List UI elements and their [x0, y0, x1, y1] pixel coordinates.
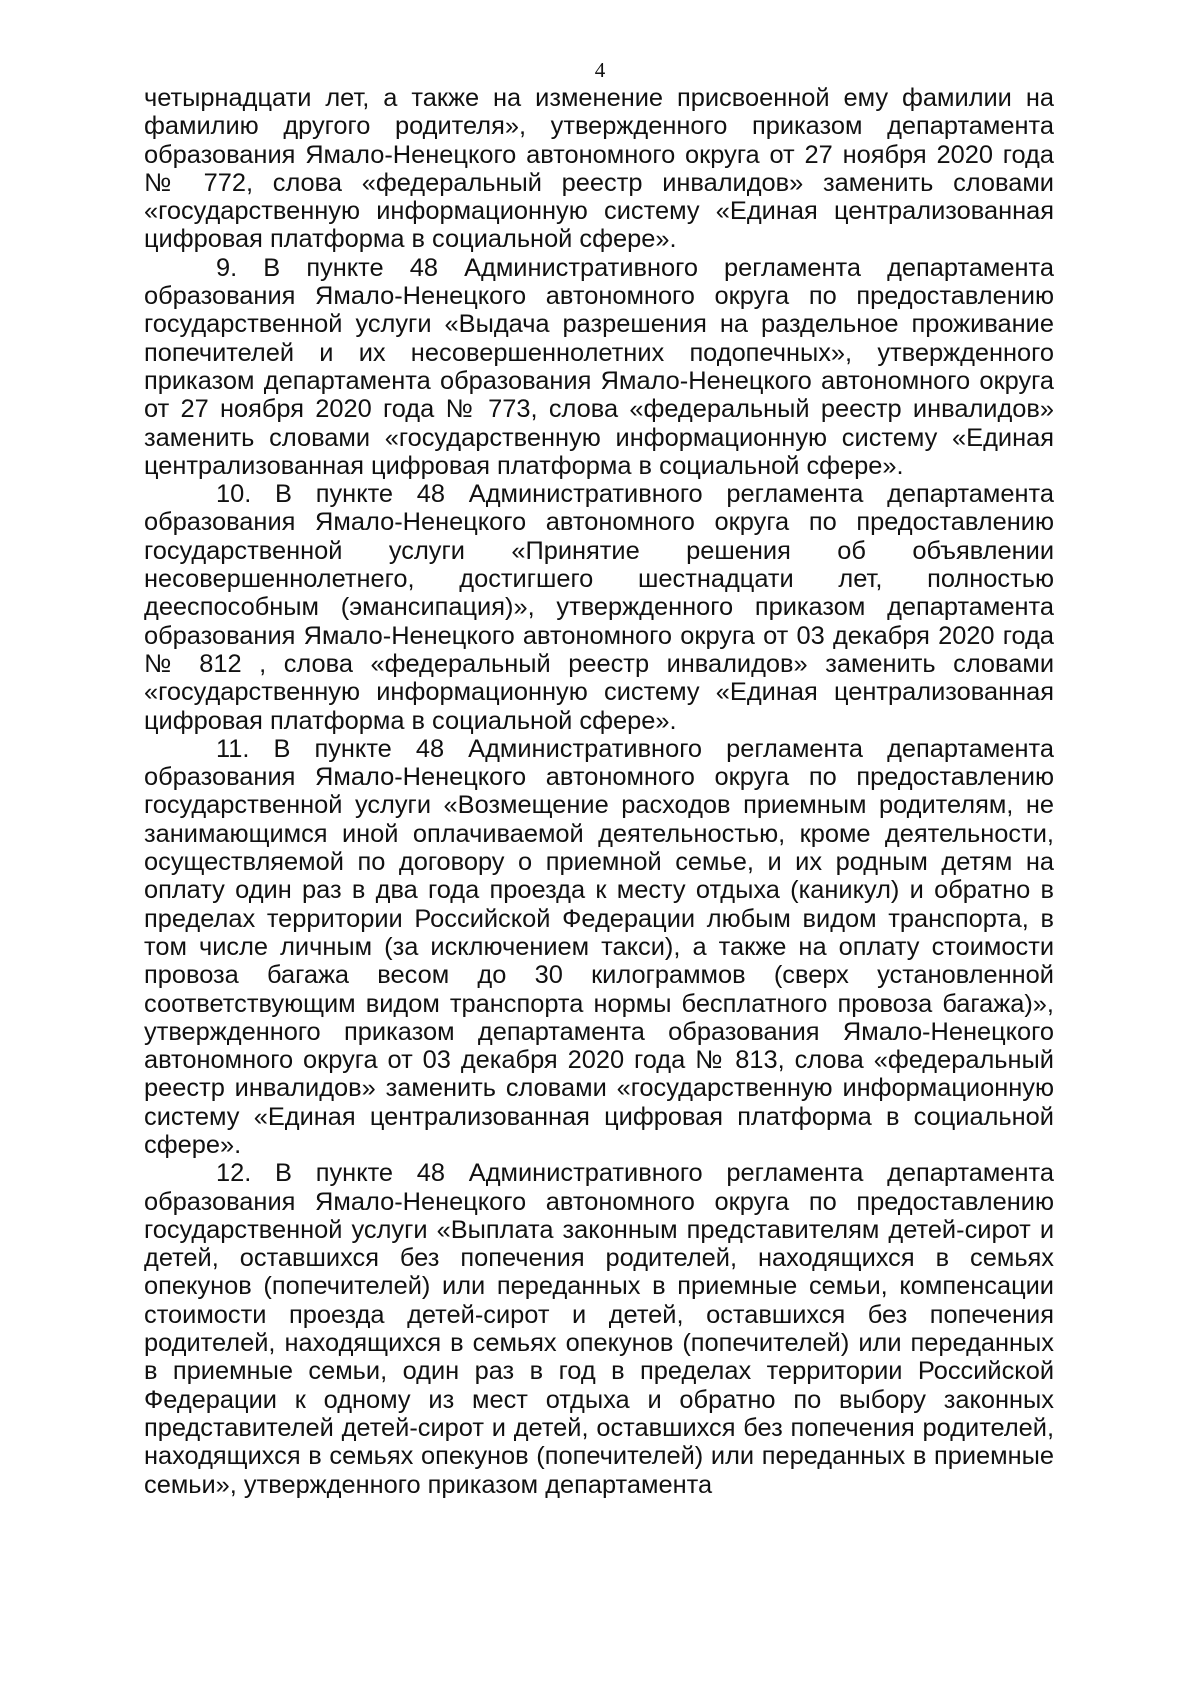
page-number: 4 [594, 58, 606, 82]
paragraph-item-11: 11. В пункте 48 Административного регламента департамента образования Ямало-Ненецкого автономного округа по предоставлению государственной услуги «Возмещение расходов приемным родителям, не занимающимся иной оплачиваемой деятельностью, кроме деятельности, осуществляемой по договору о приемной семье, и их родным детям на оплату один раз в два года проезда к месту отдыха (каникул) и обратно в пределах территории Российской Федерации любым видом транспорта, в том числе личным (за исключением такси), а также на оплату стоимости провоза багажа весом до 30 килограммов (сверх установленной соответствующим видом транспорта нормы бесплатного провоза багажа)», утвержденного приказом департамента образования Ямало-Ненецкого автономного округа от 03 декабря 2020 года № 813, слова «федеральный реестр инвалидов» заменить словами «государственную информационную систему «Единая централизованная цифровая платформа в социальной сфере». [144, 734, 1054, 1159]
document-body [144, 84, 1054, 1499]
paragraph-item-9: 9. В пункте 48 Административного регламента департамента образования Ямало-Ненецкого автономного округа по предоставлению государственной услуги «Выдача разрешения на раздельное проживание попечителей и их несовершеннолетних подопечных», утвержденного приказом департамента образования Ямало-Ненецкого автономного округа от 27 ноября 2020 года № 773, слова «федеральный реестр инвалидов» заменить словами «государственную информационную систему «Единая централизованная цифровая платформа в социальной сфере». [144, 253, 1054, 480]
paragraph-item-10: 10. В пункте 48 Административного регламента департамента образования Ямало-Ненецкого автономного округа по предоставлению государственной услуги «Принятие решения об объявлении несовершеннолетнего, достигшего шестнадцати лет, полностью дееспособным (эмансипация)», утвержденного приказом департамента образования Ямало-Ненецкого автономного округа от 03 декабря 2020 года № 812 , слова «федеральный реестр инвалидов» заменить словами «государственную информационную систему «Единая централизованная цифровая платформа в социальной сфере». [144, 480, 1054, 735]
paragraph-item-12: 12. В пункте 48 Административного регламента департамента образования Ямало-Ненецкого автономного округа по предоставлению государственной услуги «Выплата законным представителям детей-сирот и детей, оставшихся без попечения родителей, находящихся в семьях опекунов (попечителей) или переданных в приемные семьи, компенсации стоимости проезда детей-сирот и детей, оставшихся без попечения родителей, находящихся в семьях опекунов (попечителей) или переданных в приемные семьи, один раз в год в пределах территории Российской Федерации к одному из мест отдыха и обратно по выбору законных представителей детей-сирот и детей, оставшихся без попечения родителей, находящихся в семьях опекунов (попечителей) или переданных в приемные семьи», утвержденного приказом департамента [144, 1159, 1054, 1499]
paragraph-continuation: четырнадцати лет, а также на изменение присвоенной ему фамилии на фамилию другого родителя», утвержденного приказом департамента образования Ямало-Ненецкого автономного округа от 27 ноября 2020 года № 772, слова «федеральный реестр инвалидов» заменить словами «государственную информационную систему «Единая централизованная цифровая платформа в социальной сфере». [144, 84, 1054, 254]
